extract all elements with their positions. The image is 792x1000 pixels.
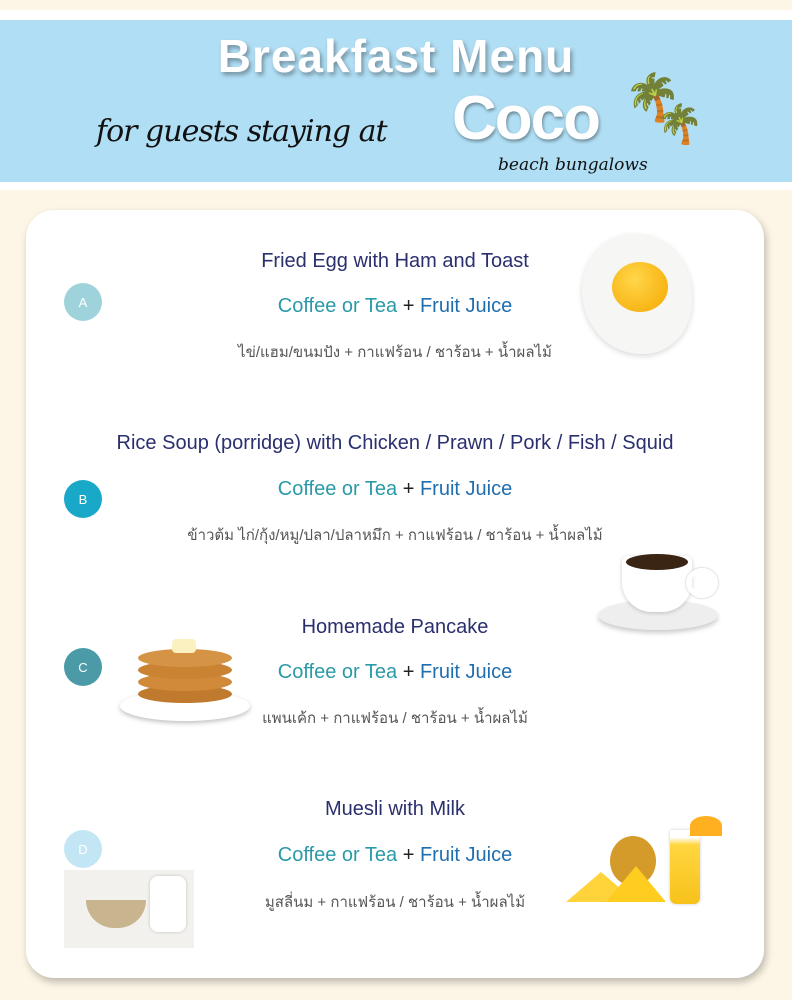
logo-word: Coco [452, 84, 599, 153]
dish-name: Fried Egg with Ham and Toast [261, 250, 529, 272]
thai-description: ไข่/แฮม/ขนมปัง + กาแฟร้อน / ชาร้อน + น้ำผลไม้ [238, 344, 552, 361]
plus: + [402, 295, 415, 317]
dish-name: Muesli with Milk [324, 798, 466, 820]
plus: + [402, 478, 415, 500]
bottom-stripe [0, 182, 792, 190]
pancakes-image [120, 635, 250, 725]
fruit-juice: Fruit Juice [419, 295, 513, 317]
coffee-or-tea: Coffee or Tea [277, 844, 398, 866]
fruit-juice: Fruit Juice [419, 661, 513, 683]
logo-subtitle: beach bungalows [498, 155, 648, 175]
item-badge: A [64, 283, 102, 321]
tagline: for guests staying at [96, 114, 387, 149]
fruit-juice: Fruit Juice [419, 478, 513, 500]
muesli-image [64, 870, 194, 948]
pineapple-juice-image [566, 806, 732, 910]
item-badge: D [64, 830, 102, 868]
coffee-or-tea: Coffee or Tea [277, 661, 398, 683]
menu-card [26, 210, 764, 978]
coffee-or-tea: Coffee or Tea [277, 478, 398, 500]
plus: + [402, 661, 415, 683]
palm-tree-icon: 🌴 [656, 104, 704, 146]
fruit-juice: Fruit Juice [419, 844, 513, 866]
item-badge: B [64, 480, 102, 518]
dish-name: Rice Soup (porridge) with Chicken / Prawn / Pork / Fish / Squid [116, 432, 674, 454]
dish-name: Homemade Pancake [301, 616, 489, 638]
thai-description: มูสลี่นม + กาแฟร้อน / ชาร้อน + น้ำผลไม้ [264, 894, 526, 911]
item-badge: C [64, 648, 102, 686]
drinks-line [26, 476, 764, 502]
thai-description: ข้าวต้ม ไก่/กุ้ง/หมู/ปลา/ปลาหมึก + กาแฟร้อน / ชาร้อน + น้ำผลไม้ [187, 527, 603, 544]
coffee-or-tea: Coffee or Tea [277, 295, 398, 317]
thai-description: แพนเค้ก + กาแฟร้อน / ชาร้อน + น้ำผลไม้ [262, 710, 528, 727]
top-stripe [0, 10, 792, 20]
menu-title: Breakfast Menu [217, 30, 575, 82]
palm-tree-icon: 🌴 [624, 71, 682, 123]
coco-logo [452, 71, 704, 180]
fried-egg-image [582, 234, 692, 354]
plus: + [402, 844, 415, 866]
